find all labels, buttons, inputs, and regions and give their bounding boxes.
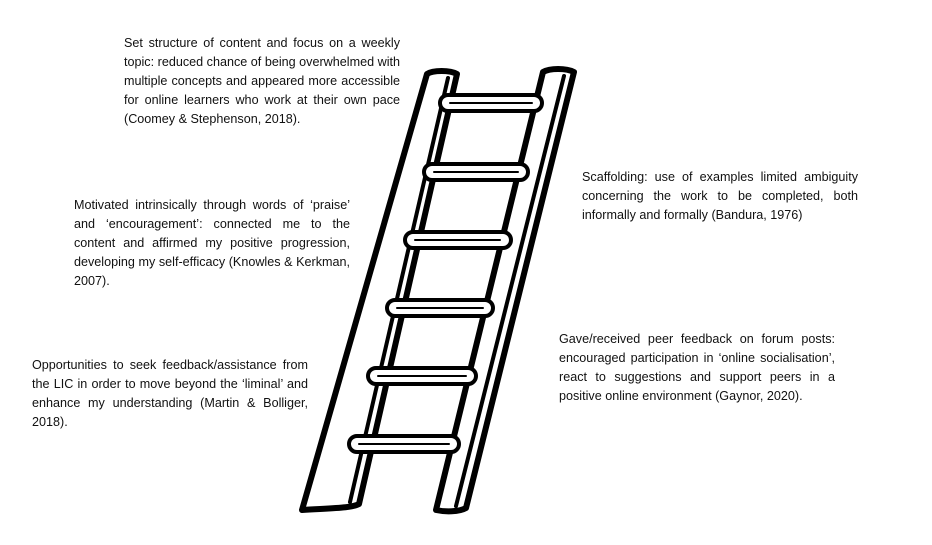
note-peer-feedback: Gave/received peer feedback on forum posts: encouraged participation in ‘online socialisation’, react to suggestions and support peers in a positive online environment (Gaynor, 2020).	[559, 332, 835, 403]
note-intrinsic-motivation: Motivated intrinsically through words of ‘praise’ and ‘encouragement’: connected me to the content and affirmed my positive progression, developing my self-efficacy (Knowles & Kerkman, 2007).	[74, 198, 350, 288]
note-feedback-assistance: Opportunities to seek feedback/assistance from the LIC in order to move beyond the ‘liminal’ and enhance my understanding (Martin & Bolliger, 2018).	[32, 358, 308, 429]
ladder-right-rail-shade	[456, 76, 564, 506]
note-weekly-structure: Set structure of content and focus on a weekly topic: reduced chance of being overwhelmed with multiple concepts and appeared more accessible for online learners who work at their own pace (Coomey & Stephenson, 2018).	[124, 36, 400, 126]
note-scaffolding: Scaffolding: use of examples limited ambiguity concerning the work to be completed, both informally and formally (Bandura, 1976)	[582, 170, 858, 222]
